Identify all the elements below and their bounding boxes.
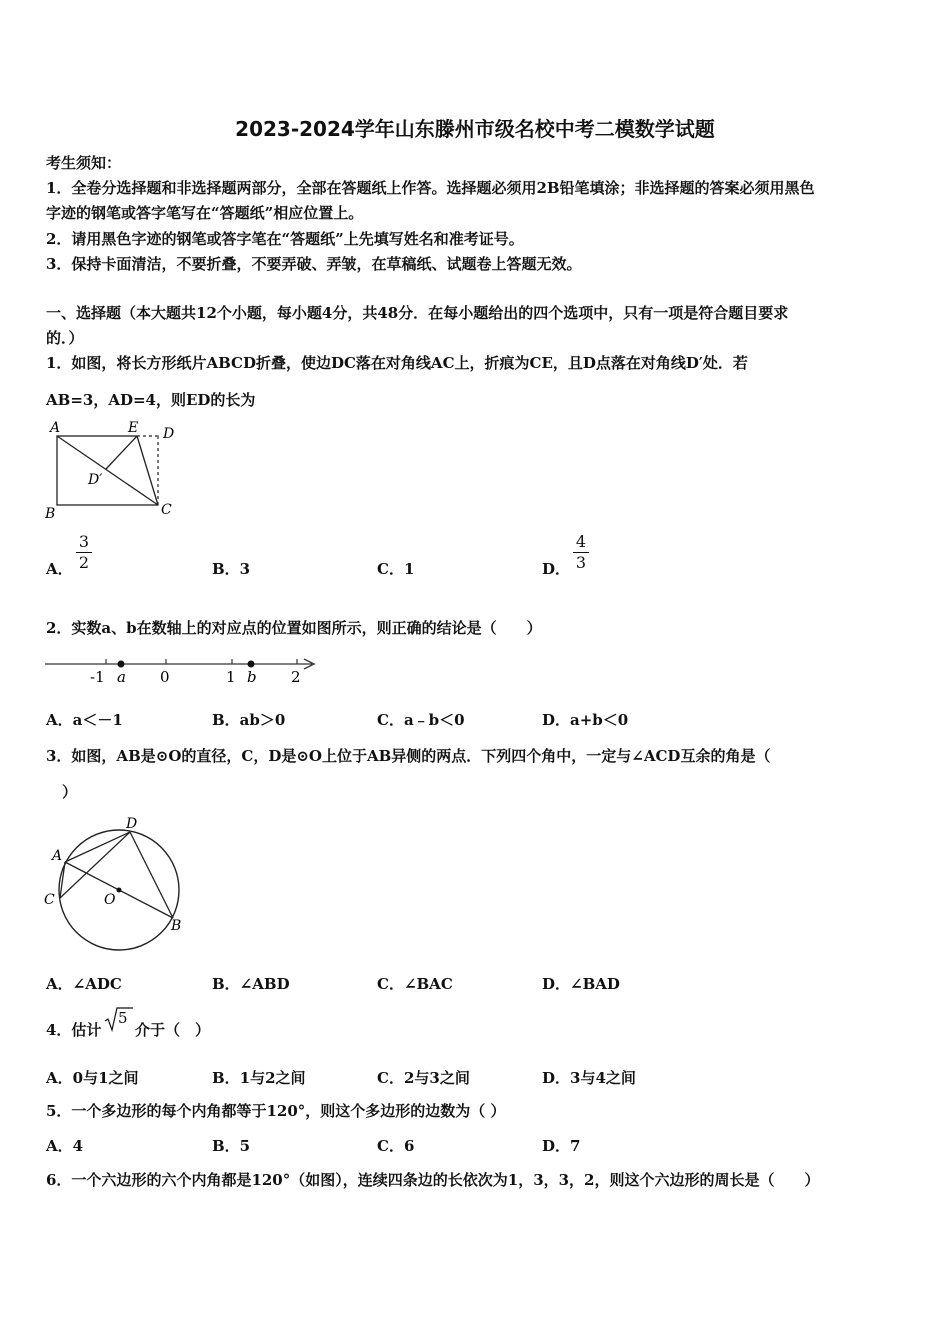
q1-stem-cont: AB=3，AD=4，则ED的长为 <box>46 391 256 409</box>
q2-option-d[interactable]: D．a+b＜0 <box>542 711 629 729</box>
q1-option-d[interactable]: D． <box>542 560 571 578</box>
q1-stem: 1．如图，将长方形纸片ABCD折叠，使边DC落在对角线AC上，折痕为CE，且D点落在对角线D′处．若 <box>46 354 748 372</box>
q5-option-b[interactable]: B．5 <box>212 1137 251 1155</box>
label-A: A <box>52 848 63 864</box>
q4-option-c[interactable]: C．2与3之间 <box>377 1069 470 1087</box>
segment-ed-prime <box>106 436 137 469</box>
label-C: C <box>161 502 172 518</box>
fraction-denominator: 3 <box>575 553 587 572</box>
tick-label-0: 0 <box>160 668 170 686</box>
label-B: B <box>171 918 182 934</box>
section-heading: 一、选择题（本大题共12个小题，每小题4分，共48分．在每小题给出的四个选项中，只有一项是符合题目要求 <box>46 304 789 322</box>
q6-stem: 6．一个六边形的六个内角都是120°（如图），连续四条边的长依次为1，3，3，2，则这个六边形的周长是（ ） <box>46 1171 820 1189</box>
tick-label-1: 1 <box>226 668 236 686</box>
q1-option-c[interactable]: C．1 <box>377 560 415 578</box>
q5-option-c[interactable]: C．6 <box>377 1137 415 1155</box>
notice-item-1-cont: 字迹的钢笔或答字笔写在“答题纸”相应位置上。 <box>46 204 364 222</box>
label-D: D <box>163 426 175 442</box>
label-D-prime: D′ <box>88 472 103 488</box>
label-O: O <box>104 892 116 908</box>
q1-option-a-fraction <box>76 532 92 573</box>
q4-option-d[interactable]: D．3与4之间 <box>542 1069 636 1087</box>
notice-heading: 考生须知： <box>46 154 122 172</box>
q2-option-a[interactable]: A．a＜－1 <box>46 711 123 729</box>
q3-stem-cont: ） <box>62 783 78 801</box>
q3-option-d[interactable]: D．∠BAD <box>542 975 620 993</box>
tick-label-minus-1: -1 <box>90 668 105 686</box>
center-o <box>117 888 122 893</box>
q4-option-a[interactable]: A．0与1之间 <box>46 1069 139 1087</box>
q3-option-b[interactable]: B．∠ABD <box>212 975 290 993</box>
fraction-denominator: 2 <box>78 553 90 572</box>
q1-option-b[interactable]: B．3 <box>212 560 251 578</box>
fold-ce <box>137 436 158 505</box>
label-E: E <box>128 420 139 436</box>
q4-option-b[interactable]: B．1与2之间 <box>212 1069 306 1087</box>
label-B: B <box>45 506 56 522</box>
point-a <box>118 661 125 668</box>
q3-option-c[interactable]: C．∠BAC <box>377 975 453 993</box>
notice-item-1: 1．全卷分选择题和非选择题两部分，全部在答题纸上作答。选择题必须用2B铅笔填涂；非选择题的答案必须用黑色 <box>46 179 815 197</box>
label-D: D <box>126 816 138 832</box>
q3-option-a[interactable]: A．∠ADC <box>46 975 122 993</box>
fraction-numerator: 3 <box>76 532 92 553</box>
notice-item-3: 3．保持卡面清洁，不要折叠，不要弄破、弄皱，在草稿纸、试题卷上答题无效。 <box>46 255 582 273</box>
q4-stem-suffix: 介于（ ） <box>135 1021 211 1039</box>
q2-stem: 2．实数a、b在数轴上的对应点的位置如图所示，则正确的结论是（ ） <box>46 619 542 637</box>
q5-option-a[interactable]: A．4 <box>46 1137 84 1155</box>
q5-stem: 5．一个多边形的每个内角都等于120°，则这个多边形的边数为（ ） <box>46 1102 506 1120</box>
chord-ad <box>65 832 130 862</box>
fraction-numerator: 4 <box>573 532 589 553</box>
q3-circle-figure <box>40 812 190 957</box>
q4-radicand: 5 <box>118 1009 128 1027</box>
page-title: 2023-2024学年山东滕州市级名校中考二模数学试题 <box>235 117 715 141</box>
q1-rectangle-figure <box>40 418 190 523</box>
point-b <box>248 661 255 668</box>
q1-option-d-fraction <box>573 532 589 573</box>
tick-label-b: b <box>247 668 257 686</box>
notice-item-2: 2．请用黑色字迹的钢笔或答字笔在“答题纸”上先填写姓名和准考证号。 <box>46 230 524 248</box>
label-C: C <box>44 892 55 908</box>
section-heading-cont: 的．） <box>46 329 84 347</box>
q2-option-b[interactable]: B．ab＞0 <box>212 711 286 729</box>
diagonal-ac <box>57 436 158 505</box>
q2-number-line <box>40 652 330 692</box>
q2-option-c[interactable]: C．a﹣b＜0 <box>377 711 465 729</box>
tick-label-2: 2 <box>291 668 301 686</box>
chord-db <box>130 832 173 918</box>
tick-label-a: a <box>117 668 126 686</box>
q3-stem: 3．如图，AB是⊙O的直径，C，D是⊙O上位于AB异侧的两点．下列四个角中，一定与∠ACD互余的角是（ <box>46 747 771 765</box>
q4-stem-prefix: 4．估计 <box>46 1021 102 1039</box>
q5-option-d[interactable]: D．7 <box>542 1137 581 1155</box>
q1-option-a[interactable]: A． <box>46 560 73 578</box>
chord-ac <box>60 862 65 898</box>
label-A: A <box>50 420 61 436</box>
